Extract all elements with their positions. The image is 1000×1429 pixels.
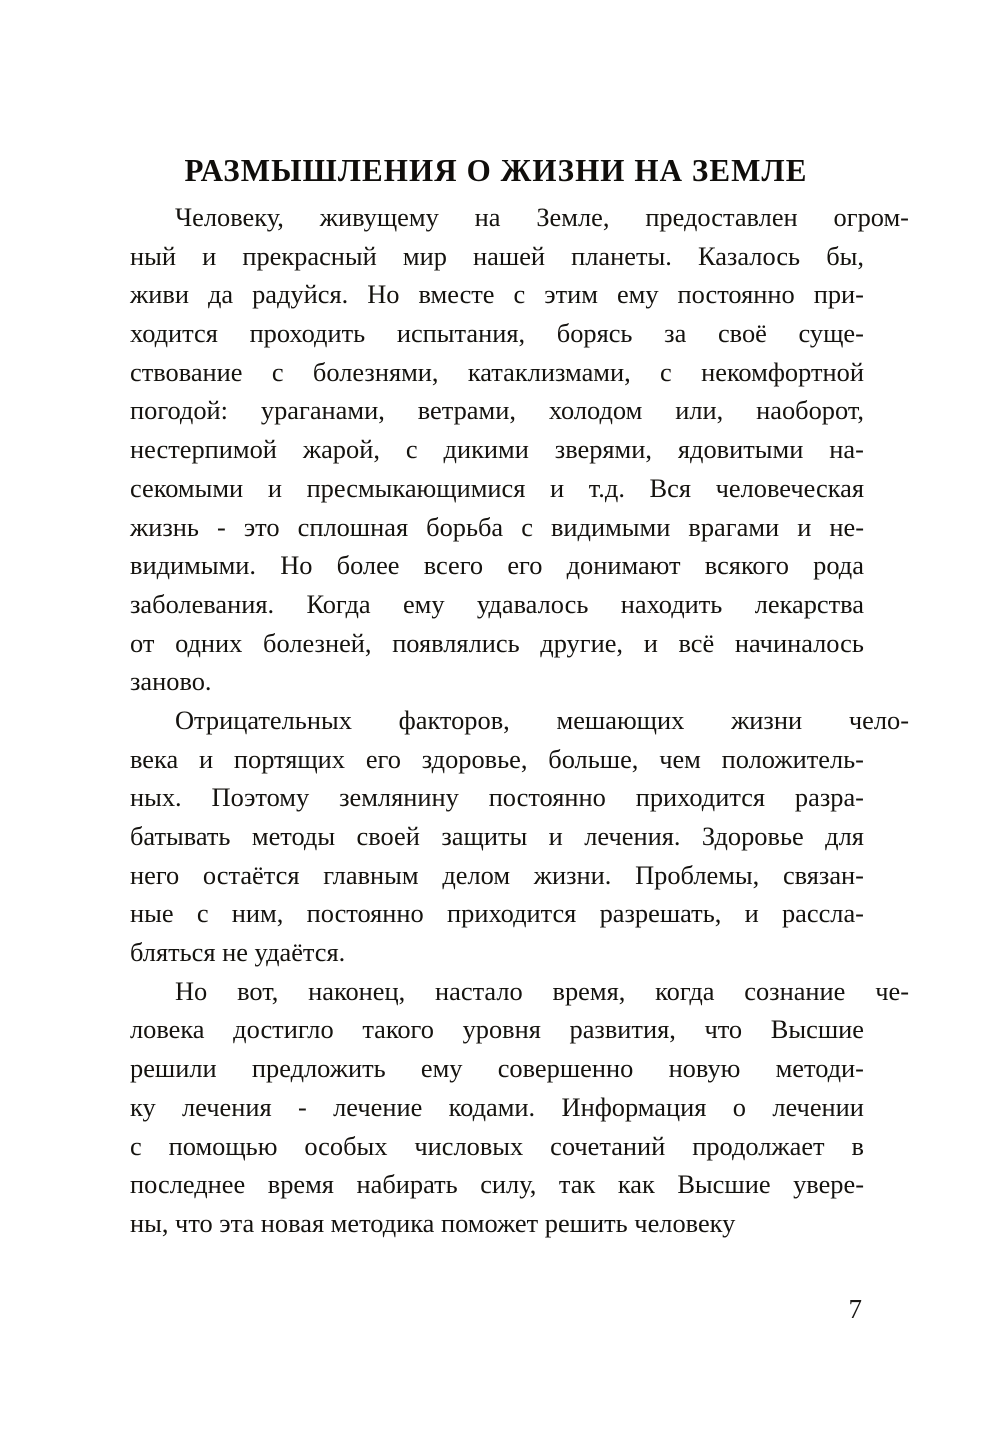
text-line: ловека достигло такого уровня развития, что Высшие (130, 1014, 864, 1045)
text-line: Отрицательных факторов, мешающих жизни чело- (175, 704, 909, 735)
text-line: от одних болезней, появлялись другие, и всё начиналось (130, 627, 864, 658)
text-line: ных. Поэтому землянину постоянно приходится разра- (130, 782, 864, 813)
text-line: живи да радуйся. Но вместе с этим ему постоянно при- (130, 279, 864, 310)
text-line: секомыми и пресмыкающимися и т.д. Вся человеческая (130, 472, 864, 503)
page-title: РАЗМЫШЛЕНИЯ О ЖИЗНИ НА ЗЕМЛЕ (184, 153, 808, 189)
text-line: жизнь - это сплошная борьба с видимыми врагами и не- (130, 511, 864, 542)
text-line: с помощью особых числовых сочетаний продолжает в (130, 1130, 864, 1161)
text-line: века и портящих его здоровье, больше, чем положитель- (130, 743, 864, 774)
text-line: заболевания. Когда ему удавалось находить лекарства (130, 588, 864, 619)
paragraph-1 (130, 198, 909, 701)
text-line: ны, что эта новая методика поможет решить человеку (130, 1207, 736, 1238)
page-number: 7 (848, 1294, 862, 1324)
text-line: погодой: ураганами, ветрами, холодом или, наоборот, (130, 395, 864, 426)
text-line: Но вот, наконец, настало время, когда сознание че- (175, 975, 909, 1006)
text-line: него остаётся главным делом жизни. Проблемы, связан- (130, 859, 864, 890)
text-line: ствование с болезнями, катаклизмами, с некомфортной (130, 356, 864, 387)
text-line: видимыми. Но более всего его донимают всякого рода (130, 550, 864, 581)
text-line: ные с ним, постоянно приходится разрешать, и рассла- (130, 898, 864, 929)
body-text-block (130, 198, 909, 1243)
text-line: бляться не удаётся. (130, 937, 346, 968)
text-line: ный и прекрасный мир нашей планеты. Казалось бы, (130, 240, 864, 271)
paragraph-3 (130, 972, 909, 1243)
text-line: батывать методы своей защиты и лечения. Здоровье для (130, 821, 864, 851)
text-line: Человеку, живущему на Земле, предоставлен огром- (175, 202, 909, 232)
text-line: ходится проходить испытания, борясь за своё суще- (130, 318, 864, 349)
text-line: решили предложить ему совершенно новую методи- (130, 1053, 864, 1084)
paragraph-2 (130, 701, 909, 972)
text-line: нестерпимой жарой, с дикими зверями, ядовитыми на- (130, 434, 864, 465)
text-line: заново. (130, 666, 212, 697)
text-line: ку лечения - лечение кодами. Информация о лечении (130, 1091, 864, 1122)
text-line: последнее время набирать силу, так как Высшие увере- (130, 1169, 864, 1200)
